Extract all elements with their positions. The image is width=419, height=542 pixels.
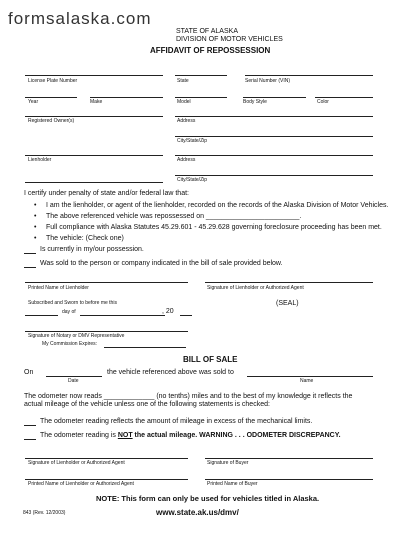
address-top-line (175, 116, 373, 117)
lienholder-signature-label: Signature of Lienholder or Authorized Agent (207, 285, 304, 291)
notary-label: Signature of Notary or DMV Representative (28, 333, 125, 339)
day-of-text: day of (62, 309, 76, 315)
body-style-line[interactable] (243, 97, 306, 98)
certify-bullet-3: • Full compliance with Alaska Statutes 45.29.601 - 45.29.628 governing foreclosure proceeding has been met. (46, 224, 382, 231)
address-label-1: Address (177, 118, 196, 124)
site-watermark: formsalaska.com (8, 9, 152, 28)
printed-buyer-label: Printed Name of Buyer (207, 481, 258, 487)
year-suffix-line[interactable] (180, 315, 192, 316)
bill-of-sale-title: BILL OF SALE (183, 355, 238, 364)
sale-date-line[interactable] (46, 376, 102, 377)
state-label: State (177, 78, 189, 84)
certify-bullet-2: • The above referenced vehicle was repossessed on ________________________. (46, 213, 301, 220)
sold-option: Was sold to the person or company indicated in the bill of sale provided below. (40, 260, 283, 267)
license-plate-line[interactable] (25, 75, 163, 76)
possession-checkbox[interactable] (24, 253, 36, 254)
body-style-label: Body Style (243, 99, 267, 105)
year-line[interactable] (25, 97, 77, 98)
buyer-name-line[interactable] (247, 376, 373, 377)
odometer-line-2: actual mileage of the vehicle unless one of the following statements is checked: (24, 401, 270, 408)
bill-printed-lienholder-line[interactable] (25, 479, 188, 480)
buyer-signature-label: Signature of Buyer (207, 460, 249, 466)
state-line[interactable] (175, 75, 227, 76)
model-line[interactable] (175, 97, 227, 98)
subscribed-text: Subscribed and Sworn to before me this (28, 300, 117, 306)
certify-intro: I certify under penalty of state and/or federal law that: (24, 190, 189, 197)
form-number: 843 (Rev. 12/2003) (23, 510, 66, 516)
color-label: Color (317, 99, 329, 105)
discrepancy-option (40, 432, 341, 439)
discrepancy-post: the actual mileage. WARNING . . . ODOMETER DISCREPANCY. (132, 432, 341, 439)
bill-lienholder-signature-label: Signature of Lienholder or Authorized Agent (28, 460, 125, 466)
lienholder-label: Lienholder (28, 157, 52, 163)
notary-signature-line[interactable] (25, 331, 188, 332)
bill-on-text: On (24, 369, 34, 376)
model-label: Model (177, 99, 191, 105)
printed-buyer-line[interactable] (205, 479, 373, 480)
mechanical-limit-option: The odometer reading reflects the amount of mileage in excess of the mechanical limits. (40, 418, 313, 425)
year-label: Year (28, 99, 39, 105)
discrepancy-checkbox[interactable] (24, 439, 36, 440)
color-line[interactable] (315, 97, 373, 98)
city-label-2: City/State/Zip (177, 177, 208, 183)
sold-checkbox[interactable] (24, 267, 36, 268)
footer-note: NOTE: This form can only be used for vehicles titled in Alaska. (96, 494, 320, 503)
city-label-1: City/State/Zip (177, 138, 208, 144)
bill-printed-lienholder-label: Printed Name of Lienholder or Authorized Agent (28, 481, 134, 487)
owner-city-line[interactable] (175, 155, 373, 156)
address-label-2: Address (177, 157, 196, 163)
possession-option: Is currently in my/our possession. (40, 246, 144, 253)
buyer-signature-line[interactable] (205, 458, 373, 459)
certify-bullet-1: • I am the lienholder, or agent of the lienholder, recorded on the records of the Alaska Division of Motor Vehicles. (46, 202, 388, 209)
form-title: AFFIDAVIT OF REPOSSESSION (150, 46, 271, 55)
owner-address-line[interactable] (175, 136, 373, 137)
day-line[interactable] (25, 315, 58, 316)
division-heading: DIVISION OF MOTOR VEHICLES (176, 36, 283, 43)
lienholder-name-line[interactable] (25, 182, 163, 183)
owners-label: Registered Owner(s) (28, 118, 75, 124)
bill-middle-text: the vehicle referenced above was sold to (107, 369, 234, 376)
odometer-line-1: The odometer now reads _____________ (no tenths) miles and to the best of my knowledge it reflects the (24, 393, 353, 400)
vin-line[interactable] (245, 75, 373, 76)
lienholder-signature-line[interactable] (205, 282, 373, 283)
buyer-name-label: Name (300, 378, 314, 384)
commission-line[interactable] (104, 347, 186, 348)
printed-lienholder-label: Printed Name of Lienholder (28, 285, 89, 291)
mechanical-limit-checkbox[interactable] (24, 425, 36, 426)
month-line[interactable] (80, 315, 165, 316)
printed-lienholder-line[interactable] (25, 282, 188, 283)
dmv-url-link[interactable]: www.state.ak.us/dmv/ (156, 508, 239, 517)
make-line[interactable] (90, 97, 163, 98)
discrepancy-not: NOT (117, 432, 133, 439)
discrepancy-pre: The odometer reading is (40, 432, 118, 439)
certify-bullet-4: • The vehicle: (Check one) (46, 235, 124, 242)
sale-date-label: Date (68, 378, 79, 384)
year-prefix: , 20 (162, 308, 174, 315)
lienholder-address-line[interactable] (175, 175, 373, 176)
commission-label: My Commission Expires: (42, 341, 98, 347)
make-label: Make (90, 99, 103, 105)
seal-label: (SEAL) (276, 300, 299, 307)
license-plate-label: License Plate Number (28, 78, 78, 84)
owner-name-line[interactable] (25, 155, 163, 156)
state-heading: STATE OF ALASKA (176, 28, 238, 35)
bill-lienholder-signature-line[interactable] (25, 458, 188, 459)
vin-label: Serial Number (VIN) (245, 78, 291, 84)
owner-top-line (25, 116, 163, 117)
